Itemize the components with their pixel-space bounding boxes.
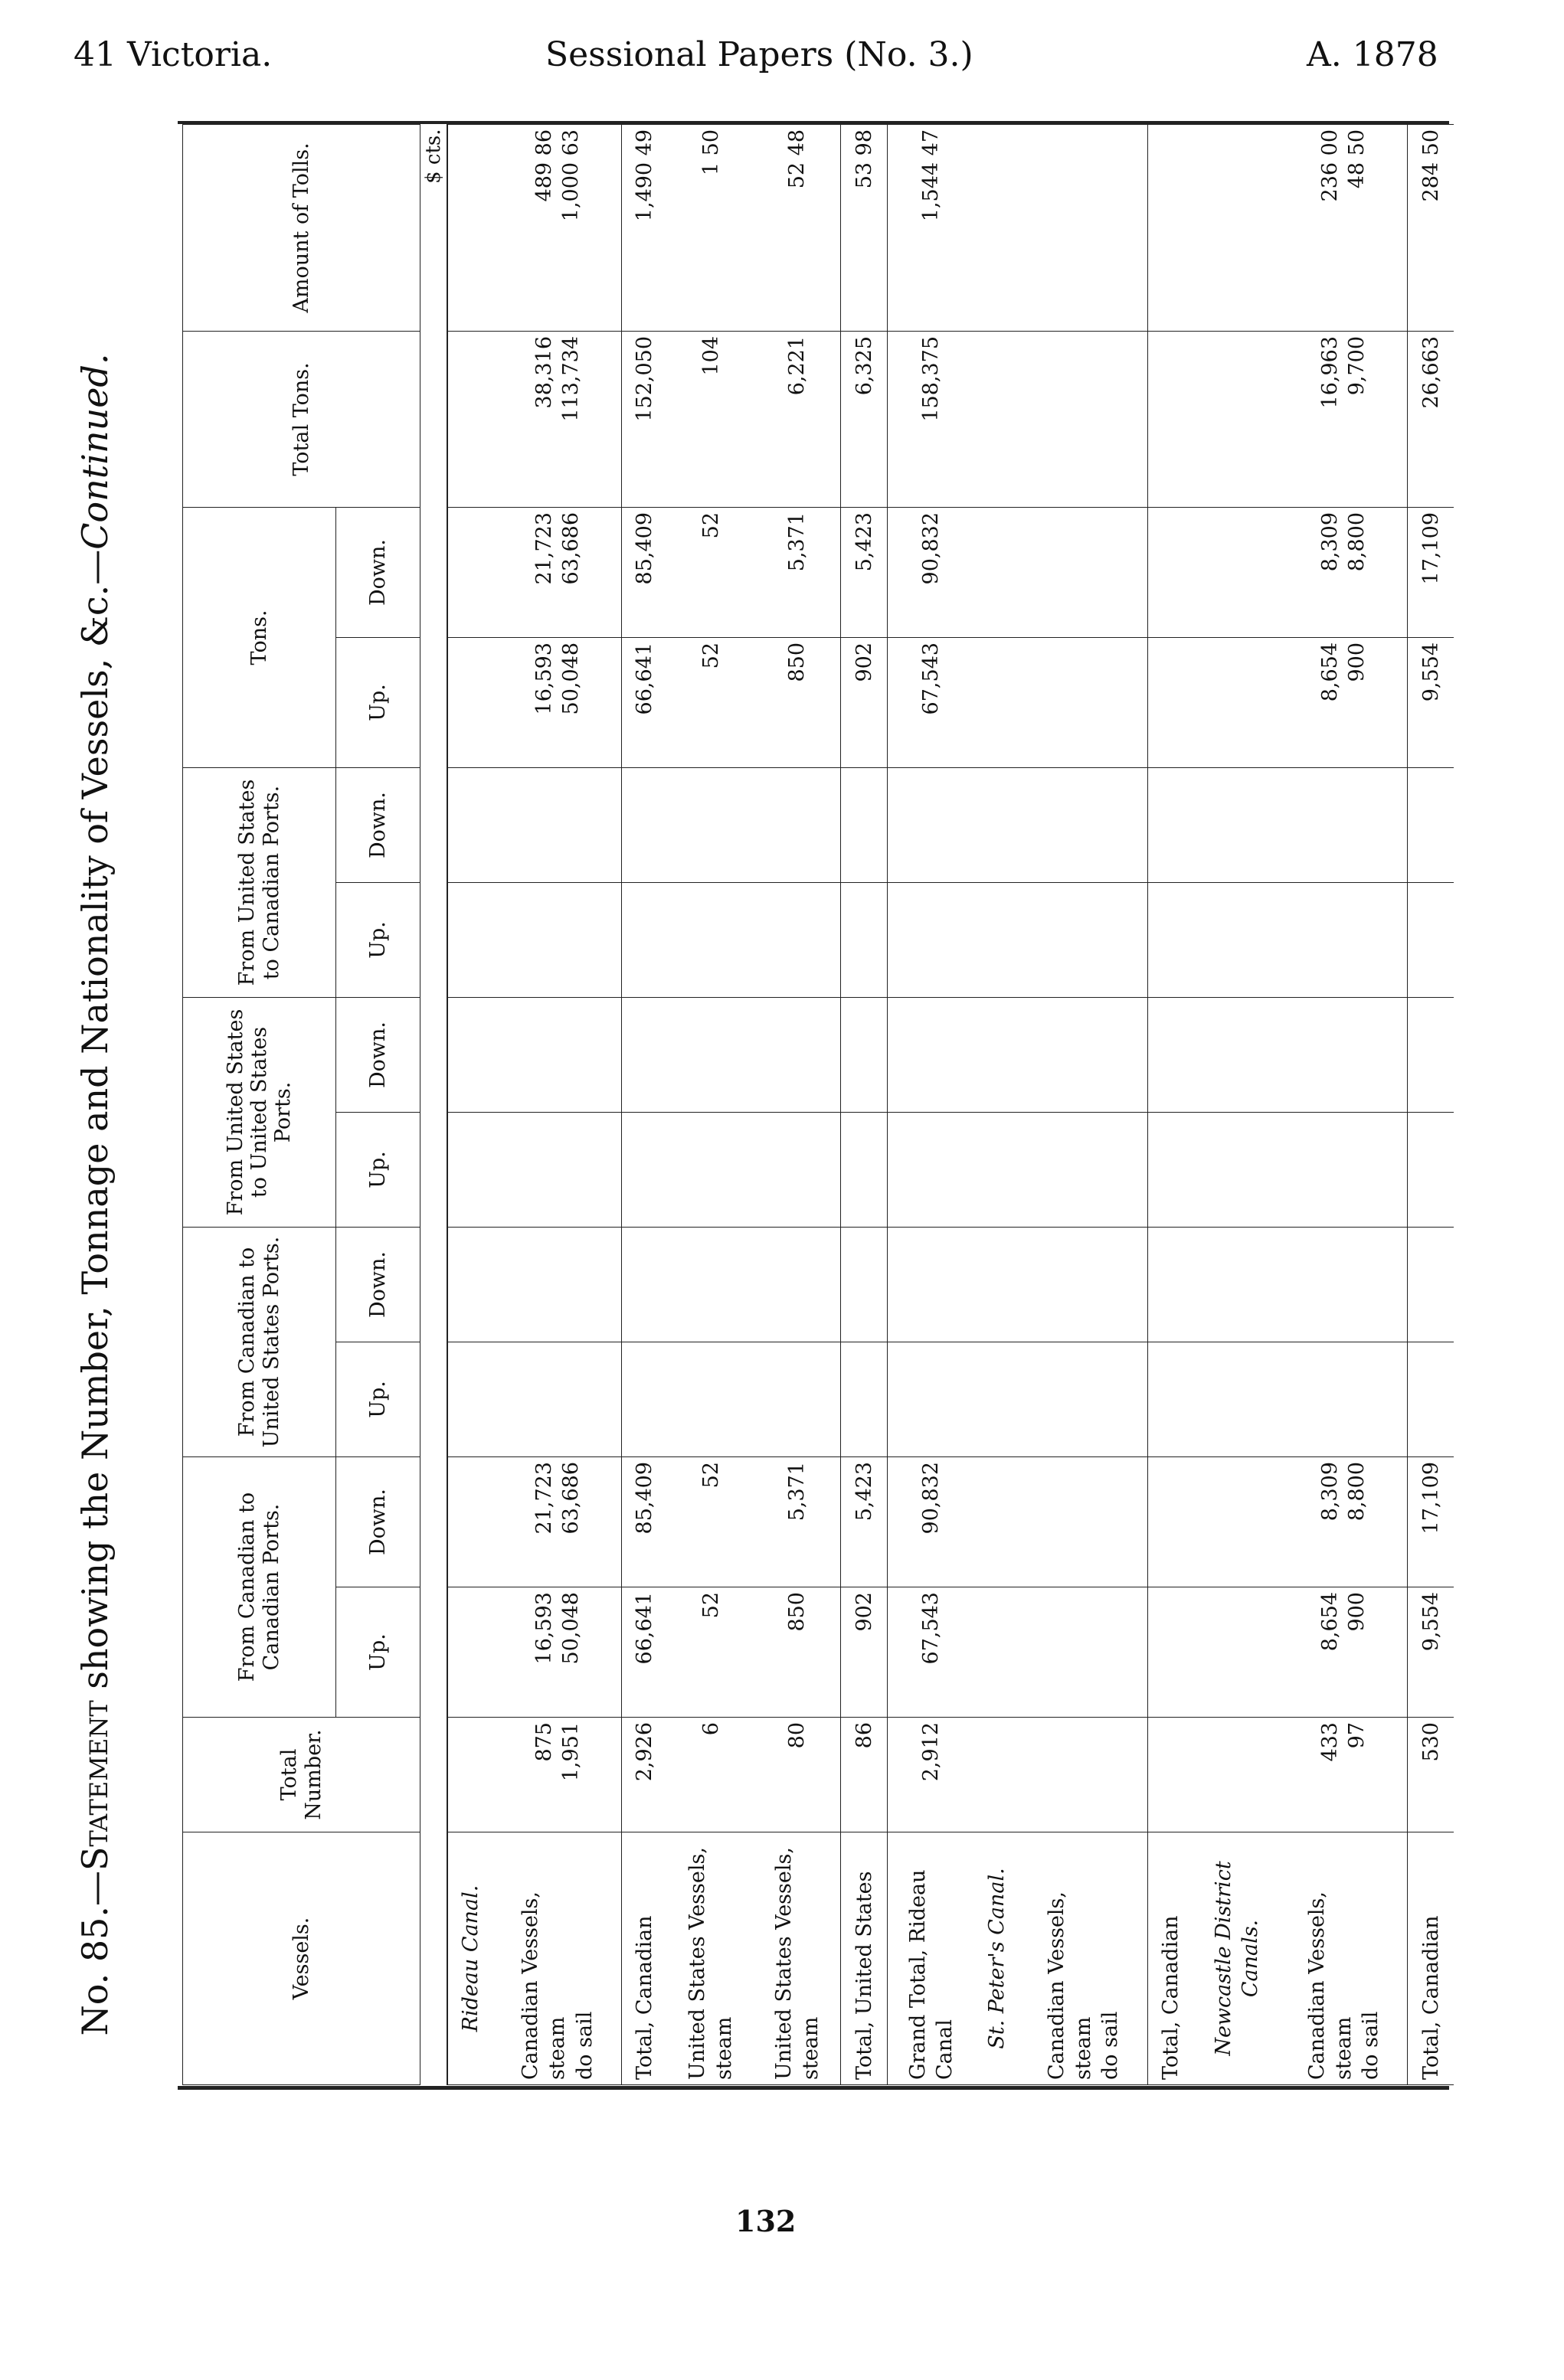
- cc-up-cell: [974, 1587, 1019, 1718]
- table-row: [622, 124, 668, 2084]
- tolls-cell: 1,544 47: [888, 124, 974, 331]
- total-tons-cell: [1147, 331, 1193, 507]
- statement-title: [74, 199, 116, 2190]
- col-tons: Tons.: [183, 507, 336, 767]
- usc-up-cell: [974, 882, 1019, 997]
- table-row: [1193, 124, 1280, 2084]
- col-down: Down.: [336, 1227, 420, 1342]
- cc-down-cell: [1020, 1456, 1148, 1587]
- usc-down-cell: [447, 767, 494, 882]
- cus-up-cell: [841, 1342, 888, 1456]
- tolls-cell: 236 00 48 50: [1280, 124, 1408, 331]
- tons-up-cell: 8,654 900: [1280, 637, 1408, 767]
- total-tons-cell: [1020, 331, 1148, 507]
- header-right: A. 1878: [1307, 35, 1438, 74]
- total-number-cell: 530: [1408, 1718, 1454, 1832]
- tons-down-cell: 90,832: [888, 507, 974, 637]
- usus-down-cell: [1280, 997, 1408, 1112]
- col-amount-of-tolls: Amount of Tolls.: [183, 124, 420, 331]
- section-heading: Newcastle District Canals.: [1193, 1832, 1280, 2085]
- col-vessels: Vessels.: [183, 1832, 420, 2085]
- tolls-cell: [1147, 124, 1193, 331]
- table-row: [447, 124, 494, 2084]
- usc-up-cell: [1147, 882, 1193, 997]
- usus-up-cell: [447, 1112, 494, 1227]
- usc-up-cell: [1408, 882, 1454, 997]
- usc-up-cell: [622, 882, 668, 997]
- usc-up-cell: [841, 882, 888, 997]
- tons-up-cell: [1147, 637, 1193, 767]
- table-row: [974, 124, 1019, 2084]
- tolls-cell: 1 50: [668, 124, 754, 331]
- total-number-cell: [974, 1718, 1019, 1832]
- table-row: [888, 124, 974, 2084]
- tons-up-cell: 16,593 50,048: [494, 637, 622, 767]
- section-heading: Rideau Canal.: [447, 1832, 494, 2085]
- cc-up-cell: [447, 1587, 494, 1718]
- statement-table-wrapper: [182, 125, 1454, 2085]
- cus-up-cell: [974, 1342, 1019, 1456]
- total-tons-cell: 26,663: [1408, 331, 1454, 507]
- cc-up-cell: 16,593 50,048: [494, 1587, 622, 1718]
- usus-down-cell: [1147, 997, 1193, 1112]
- cus-down-cell: [754, 1227, 840, 1342]
- total-number-cell: [1147, 1718, 1193, 1832]
- header-rule-spacer: [420, 331, 448, 2084]
- col-down: Down.: [336, 997, 420, 1112]
- cus-up-cell: [622, 1342, 668, 1456]
- section-heading: St. Peter's Canal.: [974, 1832, 1019, 2085]
- tolls-cell: 489 86 1,000 63: [494, 124, 622, 331]
- cc-down-cell: 5,423: [841, 1456, 888, 1587]
- cus-down-cell: [841, 1227, 888, 1342]
- usus-up-cell: [622, 1112, 668, 1227]
- tons-down-cell: 5,423: [841, 507, 888, 637]
- col-canadian-to-us: From Canadian to United States Ports.: [183, 1227, 336, 1456]
- col-us-to-us: From United States to United States Ports.: [183, 997, 336, 1227]
- col-up: Up.: [336, 1112, 420, 1227]
- tons-down-cell: 85,409: [622, 507, 668, 637]
- tons-down-cell: 52: [668, 507, 754, 637]
- cc-up-cell: [1147, 1587, 1193, 1718]
- tolls-cell: [447, 124, 494, 331]
- title-continued: Continued.: [74, 353, 116, 550]
- total-number-cell: 80: [754, 1718, 840, 1832]
- cus-up-cell: [1193, 1342, 1280, 1456]
- tons-up-cell: [1020, 637, 1148, 767]
- total-tons-cell: 6,221: [754, 331, 840, 507]
- usus-down-cell: [754, 997, 840, 1112]
- total-number-cell: 6: [668, 1718, 754, 1832]
- col-total-number: Total Number.: [183, 1718, 420, 1832]
- tons-down-cell: [1147, 507, 1193, 637]
- usc-down-cell: [888, 767, 974, 882]
- usc-down-cell: [1280, 767, 1408, 882]
- usc-up-cell: [668, 882, 754, 997]
- usc-up-cell: [1193, 882, 1280, 997]
- table-body: [447, 124, 1454, 2084]
- tolls-cell: [1020, 124, 1148, 331]
- cus-up-cell: [494, 1342, 622, 1456]
- cus-down-cell: [1193, 1227, 1280, 1342]
- cus-up-cell: [668, 1342, 754, 1456]
- tons-down-cell: 21,723 63,686: [494, 507, 622, 637]
- cc-down-cell: 17,109: [1408, 1456, 1454, 1587]
- total-tons-cell: [1193, 331, 1280, 507]
- table-row: [494, 124, 622, 2084]
- table-row: [1280, 124, 1408, 2084]
- usus-up-cell: [754, 1112, 840, 1227]
- tons-down-cell: [447, 507, 494, 637]
- total-number-cell: 433 97: [1280, 1718, 1408, 1832]
- cus-up-cell: [888, 1342, 974, 1456]
- tolls-cell: 52 48: [754, 124, 840, 331]
- col-total-tons: Total Tons.: [183, 331, 420, 507]
- row-label: Total, Canadian: [1408, 1832, 1454, 2085]
- usc-down-cell: [1147, 767, 1193, 882]
- title-rest: showing the Number, Tonnage and Nationality of Vessels, &c.—: [74, 549, 116, 1701]
- cus-down-cell: [447, 1227, 494, 1342]
- total-number-cell: [1193, 1718, 1280, 1832]
- tons-down-cell: [974, 507, 1019, 637]
- col-up: Up.: [336, 882, 420, 997]
- usus-down-cell: [888, 997, 974, 1112]
- header-left: 41 Victoria.: [74, 35, 273, 74]
- col-down: Down.: [336, 1456, 420, 1587]
- usc-down-cell: [1408, 767, 1454, 882]
- cus-up-cell: [1020, 1342, 1148, 1456]
- total-tons-cell: 16,963 9,700: [1280, 331, 1408, 507]
- tons-up-cell: 67,543: [888, 637, 974, 767]
- cc-up-cell: 8,654 900: [1280, 1587, 1408, 1718]
- cc-up-cell: [1193, 1587, 1280, 1718]
- currency-label: $ cts.: [420, 124, 448, 331]
- usus-up-cell: [974, 1112, 1019, 1227]
- row-label: Total, Canadian: [622, 1832, 668, 2085]
- row-label: Canadian Vessels, steam do sail: [1020, 1832, 1148, 2085]
- usc-down-cell: [1193, 767, 1280, 882]
- cus-up-cell: [1147, 1342, 1193, 1456]
- usus-down-cell: [668, 997, 754, 1112]
- usus-up-cell: [888, 1112, 974, 1227]
- usc-up-cell: [888, 882, 974, 997]
- total-number-cell: [1020, 1718, 1148, 1832]
- col-up: Up.: [336, 1587, 420, 1718]
- tons-up-cell: 902: [841, 637, 888, 767]
- total-tons-cell: 104: [668, 331, 754, 507]
- cc-up-cell: 66,641: [622, 1587, 668, 1718]
- col-down: Down.: [336, 767, 420, 882]
- cus-down-cell: [1408, 1227, 1454, 1342]
- tons-down-cell: [1020, 507, 1148, 637]
- total-tons-cell: 152,050: [622, 331, 668, 507]
- tons-up-cell: 66,641: [622, 637, 668, 767]
- tons-up-cell: 850: [754, 637, 840, 767]
- row-label: United States Vessels, steam: [668, 1832, 754, 2085]
- cc-up-cell: 52: [668, 1587, 754, 1718]
- cc-down-cell: [1193, 1456, 1280, 1587]
- usus-up-cell: [1020, 1112, 1148, 1227]
- row-label: Total, United States: [841, 1832, 888, 2085]
- frame-bottom-rule: [178, 2086, 1449, 2090]
- total-tons-cell: 158,375: [888, 331, 974, 507]
- usus-down-cell: [1408, 997, 1454, 1112]
- cc-up-cell: 850: [754, 1587, 840, 1718]
- cc-down-cell: 85,409: [622, 1456, 668, 1587]
- row-label: United States Vessels, steam: [754, 1832, 840, 2085]
- col-down: Down.: [336, 507, 420, 637]
- tolls-cell: [974, 124, 1019, 331]
- tolls-cell: 53 98: [841, 124, 888, 331]
- usus-up-cell: [1280, 1112, 1408, 1227]
- total-tons-cell: 6,325: [841, 331, 888, 507]
- tons-up-cell: 52: [668, 637, 754, 767]
- col-up: Up.: [336, 637, 420, 767]
- usc-up-cell: [447, 882, 494, 997]
- table-row: [1020, 124, 1148, 2084]
- title-number: No. 85.—: [74, 1870, 116, 2036]
- total-number-cell: [447, 1718, 494, 1832]
- usc-down-cell: [1020, 767, 1148, 882]
- cc-down-cell: 8,309 8,800: [1280, 1456, 1408, 1587]
- total-tons-cell: [974, 331, 1019, 507]
- tons-up-cell: [974, 637, 1019, 767]
- usus-down-cell: [447, 997, 494, 1112]
- cus-down-cell: [622, 1227, 668, 1342]
- tons-down-cell: [1193, 507, 1280, 637]
- cus-down-cell: [974, 1227, 1019, 1342]
- usc-up-cell: [1280, 882, 1408, 997]
- usus-up-cell: [1147, 1112, 1193, 1227]
- tons-up-cell: [1193, 637, 1280, 767]
- cus-up-cell: [1408, 1342, 1454, 1456]
- table-row: [841, 124, 888, 2084]
- cc-down-cell: 21,723 63,686: [494, 1456, 622, 1587]
- cc-down-cell: 52: [668, 1456, 754, 1587]
- cus-up-cell: [447, 1342, 494, 1456]
- cc-up-cell: 902: [841, 1587, 888, 1718]
- usc-down-cell: [668, 767, 754, 882]
- cc-down-cell: [447, 1456, 494, 1587]
- usus-up-cell: [494, 1112, 622, 1227]
- cc-up-cell: [1020, 1587, 1148, 1718]
- tons-up-cell: 9,554: [1408, 637, 1454, 767]
- cus-down-cell: [888, 1227, 974, 1342]
- usc-down-cell: [754, 767, 840, 882]
- total-tons-cell: 38,316 113,734: [494, 331, 622, 507]
- total-number-cell: 875 1,951: [494, 1718, 622, 1832]
- total-tons-cell: [447, 331, 494, 507]
- usus-down-cell: [1020, 997, 1148, 1112]
- usus-down-cell: [974, 997, 1019, 1112]
- cus-up-cell: [1280, 1342, 1408, 1456]
- tons-down-cell: 8,309 8,800: [1280, 507, 1408, 637]
- table-row: [1147, 124, 1193, 2084]
- usc-down-cell: [494, 767, 622, 882]
- usc-up-cell: [754, 882, 840, 997]
- total-number-cell: 2,912: [888, 1718, 974, 1832]
- cus-down-cell: [1280, 1227, 1408, 1342]
- usus-up-cell: [1193, 1112, 1280, 1227]
- cc-down-cell: [1147, 1456, 1193, 1587]
- cus-down-cell: [1147, 1227, 1193, 1342]
- cc-up-cell: 9,554: [1408, 1587, 1454, 1718]
- col-us-to-canadian: From United States to Canadian Ports.: [183, 767, 336, 997]
- table-row: [1408, 124, 1454, 2084]
- cus-down-cell: [494, 1227, 622, 1342]
- cc-down-cell: 90,832: [888, 1456, 974, 1587]
- cus-down-cell: [1020, 1227, 1148, 1342]
- usus-down-cell: [1193, 997, 1280, 1112]
- row-label: Canadian Vessels, steam do sail: [494, 1832, 622, 2085]
- total-number-cell: 2,926: [622, 1718, 668, 1832]
- usus-down-cell: [494, 997, 622, 1112]
- table-row: [668, 124, 754, 2084]
- usc-down-cell: [622, 767, 668, 882]
- usc-up-cell: [494, 882, 622, 997]
- total-number-cell: 86: [841, 1718, 888, 1832]
- cc-up-cell: 67,543: [888, 1587, 974, 1718]
- col-canadian-to-canadian: From Canadian to Canadian Ports.: [183, 1456, 336, 1717]
- table-row: [754, 124, 840, 2084]
- row-label: Canadian Vessels, steam do sail: [1280, 1832, 1408, 2085]
- tons-down-cell: 5,371: [754, 507, 840, 637]
- page-number: 132: [735, 2204, 797, 2238]
- usus-down-cell: [841, 997, 888, 1112]
- tolls-cell: [1193, 124, 1280, 331]
- usc-down-cell: [974, 767, 1019, 882]
- title-lead: Statement: [74, 1700, 116, 1871]
- cus-down-cell: [668, 1227, 754, 1342]
- usus-up-cell: [668, 1112, 754, 1227]
- row-label: Grand Total, Rideau Canal: [888, 1832, 974, 2085]
- usus-up-cell: [841, 1112, 888, 1227]
- usc-up-cell: [1020, 882, 1148, 997]
- tolls-cell: 1,490 49: [622, 124, 668, 331]
- header-center: Sessional Papers (No. 3.): [545, 35, 973, 74]
- cus-up-cell: [754, 1342, 840, 1456]
- tolls-cell: 284 50: [1408, 124, 1454, 331]
- col-up: Up.: [336, 1342, 420, 1456]
- cc-down-cell: 5,371: [754, 1456, 840, 1587]
- usc-down-cell: [841, 767, 888, 882]
- statement-table: [182, 124, 1454, 2085]
- cc-down-cell: [974, 1456, 1019, 1587]
- tons-down-cell: 17,109: [1408, 507, 1454, 637]
- usus-down-cell: [622, 997, 668, 1112]
- row-label: Total, Canadian: [1147, 1832, 1193, 2085]
- usus-up-cell: [1408, 1112, 1454, 1227]
- tons-up-cell: [447, 637, 494, 767]
